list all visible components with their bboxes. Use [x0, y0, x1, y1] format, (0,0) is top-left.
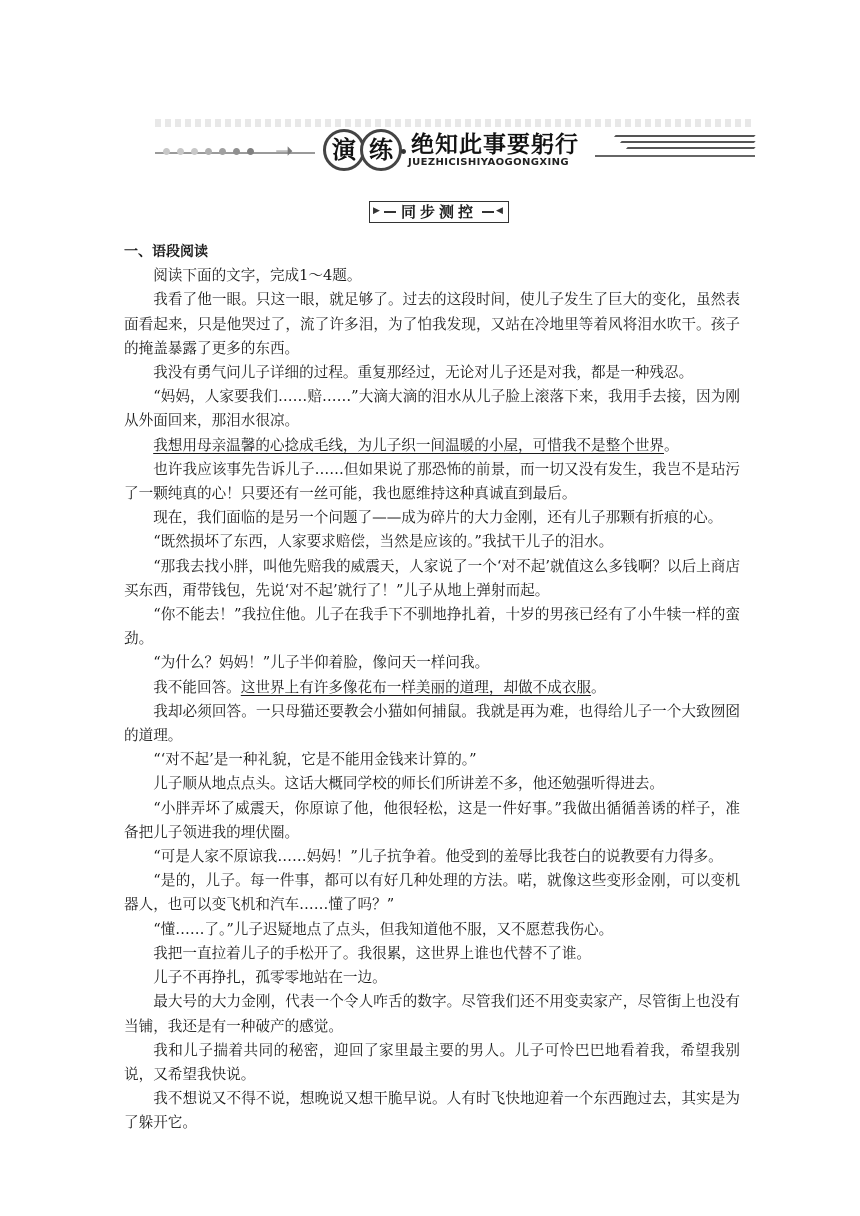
reading-passage [124, 240, 740, 1136]
arrow-right-icon: ➝ [275, 139, 294, 164]
section-heading: 一、语段阅读 [124, 244, 208, 260]
section-badge [369, 201, 509, 223]
banner-char-circle-2: 练 [360, 129, 402, 171]
badge-bar-right [482, 211, 494, 213]
paragraph: “是的，儿子。每一件事，都可以有好几种处理的方法。喏，就像这些变形金刚，可以变机器人，也可以变飞机和汽车……懂了吗？” [124, 872, 740, 914]
paragraph: “可是人家不原谅我……妈妈！”儿子抗争着。他受到的羞辱比我苍白的说教要有力得多。 [153, 848, 723, 866]
triangle-right-icon: ▶ [373, 206, 380, 216]
punctuation: 。 [663, 436, 679, 454]
paragraph: “那我去找小胖，叫他先赔我的威震天，人家说了一个‘对不起’就值这么多钱啊？以后上商店买东西，甭带钱包，先说‘对不起’就行了！”儿子从地上弹射而起。 [124, 557, 740, 599]
paragraph: 最大号的大力金刚，代表一个令人咋舌的数字。尽管我们还不用变卖家产，尽管街上也没有当铺，我还是有一种破产的感觉。 [124, 993, 740, 1035]
paragraph: 现在，我们面临的是另一个问题了——成为碎片的大力金刚，还有儿子那颗有折痕的心。 [153, 509, 723, 527]
section-badge-label: 同步测控 [400, 203, 477, 221]
underlined-paragraph [124, 434, 740, 458]
banner-stripes [595, 133, 755, 163]
banner-dots [155, 145, 295, 159]
paragraph: “妈妈，人家要我们……赔……”大滴大滴的泪水从儿子脸上滚落下来，我用手去接，因为刚从外面回来，那泪水很凉。 [124, 388, 740, 430]
paragraph: 我却必须回答。一只母猫还要教会小猫如何捕鼠。我就是再为难，也得给儿子一个大致囫囵的道理。 [124, 702, 740, 745]
header-banner [155, 115, 753, 177]
instruction: 阅读下面的文字，完成1～4题。 [153, 267, 362, 285]
paragraph: 我和儿子揣着共同的秘密，迎回了家里最主要的男人。儿子可怜巴巴地看着我，希望我别说，又希望我快说。 [124, 1041, 740, 1083]
paragraph: “你不能去！”我拉住他。儿子在我手下不驯地挣扎着，十岁的男孩已经有了小牛犊一样的蛮劲。 [124, 606, 740, 648]
paragraph: 儿子不再挣扎，孤零零地站在一边。 [153, 969, 387, 987]
paragraph: “懂……了。”儿子迟疑地点了点头，但我知道他不服，又不愿惹我伤心。 [153, 920, 614, 938]
paragraph: “为什么？妈妈！”儿子半仰着脸，像问天一样问我。 [153, 654, 490, 672]
paragraph: 我看了他一眼。只这一眼，就足够了。过去的这段时间，使儿子发生了巨大的变化，虽然表面看起来，只是他哭过了，流了许多泪，为了怕我发现，又站在冷地里等着风将泪水吹干。孩子的掩盖暴露了更多的东西。 [124, 291, 740, 357]
paragraph: 我不想说又不得不说，想晚说又想干脆早说。人有时飞快地迎着一个东西跑过去，其实是为了躲开它。 [124, 1090, 740, 1132]
paragraph: “小胖弄坏了威震天，你原谅了他，他很轻松，这是一件好事。”我做出循循善诱的样子，准备把儿子领进我的埋伏圈。 [124, 799, 740, 841]
banner-title: 绝知此事要躬行 [411, 132, 579, 158]
underlined-sentence-2: 这世界上有许多像花布一样美丽的道理，却做不成衣服 [240, 678, 592, 696]
banner-char-circle-1: 演 [323, 129, 365, 171]
paragraph: “既然损坏了东西，人家要求赔偿，当然是应该的。”我拭干儿子的泪水。 [153, 533, 614, 551]
paragraph: 也许我应该事先告诉儿子……但如果说了那恐怖的前景，而一切又没有发生，我岂不是玷污了一颗纯真的心！只要还有一丝可能，我也愿维持这种真诚直到最后。 [124, 460, 740, 503]
underlined-sentence-1: 我想用母亲温馨的心捻成毛线，为儿子织一间温暖的小屋，可惜我不是整个世界 [153, 436, 664, 454]
paragraph: 我没有勇气问儿子详细的过程。重复那经过，无论对儿子还是对我，都是一种残忍。 [153, 364, 694, 382]
banner-pinyin: JUEZHICISHIYAOGONGXING [408, 157, 569, 168]
paragraph: 儿子顺从地点点头。这话大概同学校的师长们所讲差不多，他还勉强听得进去。 [153, 775, 664, 793]
paragraph-prefix: 我不能回答。 [153, 678, 241, 696]
paragraph: 我把一直拉着儿子的手松开了。我很累，这世界上谁也代替不了谁。 [153, 944, 592, 962]
paragraph: “‘对不起’是一种礼貌，它是不能用金钱来计算的。” [153, 751, 477, 769]
triangle-left-icon: ◀ [496, 206, 503, 216]
banner-separator-dot [401, 149, 406, 154]
punctuation: 。 [591, 678, 606, 696]
paragraph-with-underline [124, 676, 740, 700]
